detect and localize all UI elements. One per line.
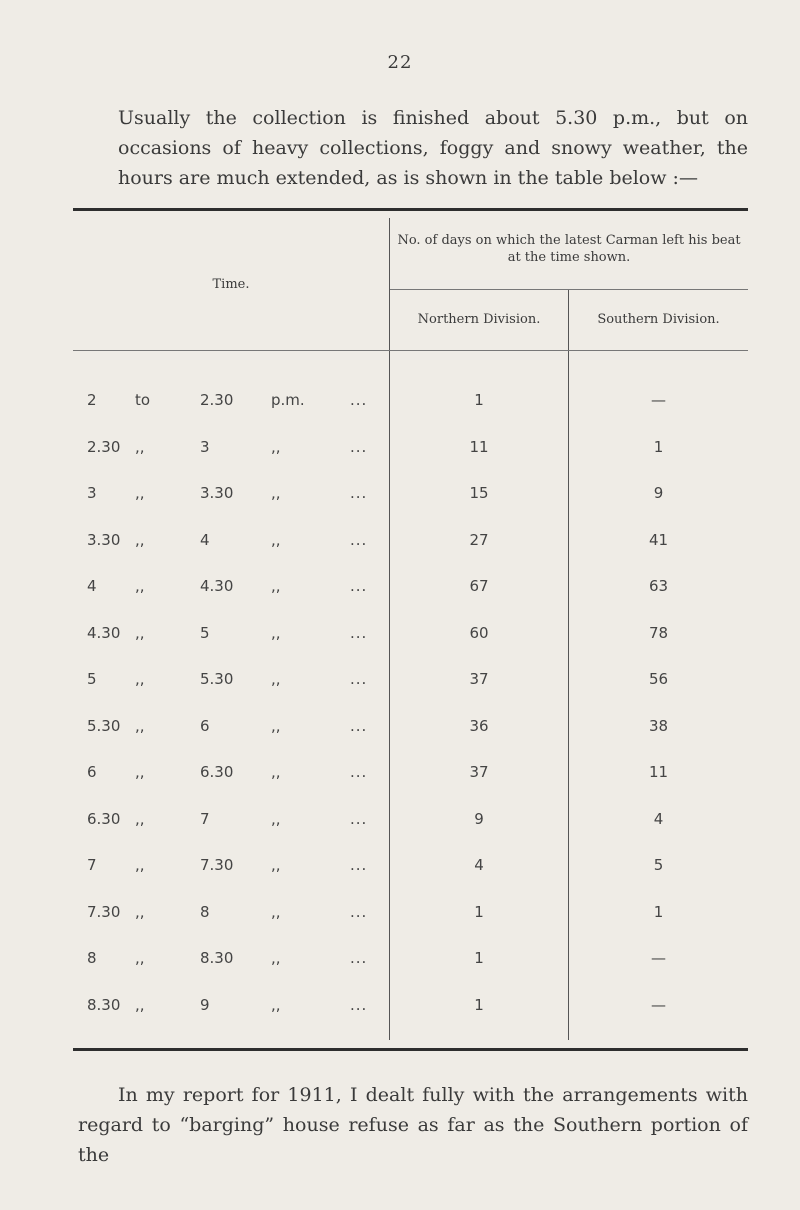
- time-unit: ,,: [271, 670, 281, 688]
- table-row: [73, 717, 748, 764]
- time-to: 9: [200, 995, 210, 1014]
- header-northern-division: Northern Division.: [417, 312, 541, 327]
- time-separator: ,,: [135, 623, 145, 642]
- time-unit: ,,: [271, 530, 281, 549]
- time-to: 4.30: [200, 577, 234, 595]
- outro-paragraph: [78, 1080, 748, 1170]
- header-days-group: No. of days on which the latest Carman left his beat at the time shown.: [397, 233, 741, 265]
- leader-dots: ...: [350, 670, 368, 688]
- northern-count: 37: [469, 670, 489, 688]
- time-separator: ,,: [135, 437, 145, 456]
- time-unit: ,,: [271, 856, 281, 874]
- northern-count: 27: [469, 530, 489, 549]
- northern-count: 1: [474, 995, 484, 1014]
- time-unit: ,,: [271, 902, 281, 921]
- table-row: [73, 670, 748, 717]
- time-separator: ,,: [135, 530, 145, 549]
- time-to: 8.30: [200, 949, 234, 967]
- leader-dots: ...: [350, 763, 368, 781]
- northern-count: 11: [469, 437, 489, 456]
- time-from: 5.30: [87, 716, 121, 735]
- leader-dots: ...: [350, 902, 368, 921]
- table-row: [73, 484, 748, 531]
- time-separator: to: [135, 391, 151, 409]
- time-separator: ,,: [135, 670, 145, 688]
- southern-count: 63: [648, 577, 669, 595]
- time-to: 6: [200, 716, 210, 735]
- time-separator: ,,: [135, 763, 145, 781]
- table-row: [73, 949, 748, 996]
- time-from: 4.30: [87, 623, 121, 642]
- northern-count: 1: [474, 902, 484, 921]
- northern-count: 9: [474, 809, 484, 828]
- time-to: 7: [200, 809, 210, 828]
- southern-count: 56: [648, 670, 669, 688]
- header-southern-division: Southern Division.: [597, 312, 720, 327]
- northern-count: 15: [469, 484, 489, 502]
- time-separator: ,,: [135, 995, 145, 1014]
- time-unit: ,,: [271, 437, 281, 456]
- table-row: [73, 624, 748, 671]
- northern-count: 1: [474, 949, 484, 967]
- northern-count: 1: [474, 391, 484, 409]
- time-separator: ,,: [135, 902, 145, 921]
- time-from: 7: [87, 856, 97, 874]
- leader-dots: ...: [350, 809, 368, 828]
- time-to: 3: [200, 437, 210, 456]
- time-from: 2.30: [87, 437, 121, 456]
- time-separator: ,,: [135, 949, 145, 967]
- southern-count: 78: [648, 623, 669, 642]
- table-row: [73, 856, 748, 903]
- leader-dots: ...: [350, 437, 368, 456]
- southern-count: —: [651, 995, 666, 1014]
- time-unit: ,,: [271, 995, 281, 1014]
- time-from: 8: [87, 949, 97, 967]
- leader-dots: ...: [350, 391, 368, 409]
- leader-dots: ...: [350, 995, 368, 1014]
- southern-count: 1: [653, 437, 664, 456]
- time-unit: ,,: [271, 484, 281, 502]
- northern-count: 60: [469, 623, 489, 642]
- time-from: 3: [87, 484, 97, 502]
- southern-count: 41: [648, 530, 669, 549]
- time-from: 4: [87, 577, 97, 595]
- time-from: 5: [87, 670, 97, 688]
- time-to: 4: [200, 530, 210, 549]
- leader-dots: ...: [350, 484, 368, 502]
- leader-dots: ...: [350, 577, 368, 595]
- leader-dots: ...: [350, 623, 368, 642]
- northern-count: 37: [469, 763, 489, 781]
- table-bottom-rule: [73, 1048, 748, 1051]
- southern-count: 1: [653, 902, 664, 921]
- leader-dots: ...: [350, 949, 368, 967]
- time-from: 3.30: [87, 530, 121, 549]
- table-row: [73, 810, 748, 857]
- time-from: 6.30: [87, 809, 121, 828]
- time-to: 6.30: [200, 763, 234, 781]
- southern-count: 4: [653, 809, 664, 828]
- southern-count: —: [651, 949, 666, 967]
- intro-paragraph: Usually the collection is finished about 5.30 p.m., but on occasions of heavy collections, foggy and snowy weather, the hours are much extended, as is shown in the table below :—: [118, 107, 748, 189]
- southern-count: 11: [648, 763, 669, 781]
- table-body: [73, 391, 748, 1042]
- time-separator: ,,: [135, 809, 145, 828]
- outro-line-2: regard to “barging” house refuse as far as the Southern portion of the: [78, 1114, 748, 1166]
- time-unit: ,,: [271, 577, 281, 595]
- time-separator: ,,: [135, 716, 145, 735]
- table-row: [73, 763, 748, 810]
- southern-count: 38: [648, 716, 669, 735]
- table-rule-group: [390, 289, 748, 290]
- southern-count: 5: [653, 856, 664, 874]
- time-separator: ,,: [135, 856, 145, 874]
- northern-count: 4: [474, 856, 484, 874]
- time-to: 3.30: [200, 484, 234, 502]
- northern-count: 67: [469, 577, 489, 595]
- time-unit: ,,: [271, 809, 281, 828]
- time-unit: ,,: [271, 716, 281, 735]
- table-rule-header: [73, 350, 748, 351]
- header-time: Time.: [212, 277, 250, 292]
- time-to: 8: [200, 902, 210, 921]
- time-separator: ,,: [135, 484, 145, 502]
- table-row: [73, 531, 748, 578]
- time-to: 7.30: [200, 856, 234, 874]
- southern-count: —: [651, 391, 666, 409]
- time-from: 6: [87, 763, 97, 781]
- table-row: [73, 996, 748, 1043]
- leader-dots: ...: [350, 530, 368, 549]
- time-to: 2.30: [200, 391, 234, 409]
- time-unit: ,,: [271, 763, 281, 781]
- southern-count: 9: [653, 484, 664, 502]
- time-to: 5.30: [200, 670, 234, 688]
- leader-dots: ...: [350, 716, 368, 735]
- time-separator: ,,: [135, 577, 145, 595]
- time-from: 7.30: [87, 902, 121, 921]
- table-row: [73, 438, 748, 485]
- northern-count: 36: [469, 716, 489, 735]
- time-from: 8.30: [87, 995, 121, 1014]
- time-unit: ,,: [271, 623, 281, 642]
- outro-line-1: In my report for 1911, I dealt fully with the arrangements with: [118, 1084, 748, 1106]
- table-row: [73, 903, 748, 950]
- table-top-rule: [73, 208, 748, 211]
- table-row: [73, 577, 748, 624]
- table-row: [73, 391, 748, 438]
- page-number: 22: [387, 52, 413, 73]
- time-from: 2: [87, 391, 97, 409]
- time-to: 5: [200, 623, 210, 642]
- time-unit: p.m.: [271, 391, 305, 409]
- leader-dots: ...: [350, 856, 368, 874]
- time-unit: ,,: [271, 949, 281, 967]
